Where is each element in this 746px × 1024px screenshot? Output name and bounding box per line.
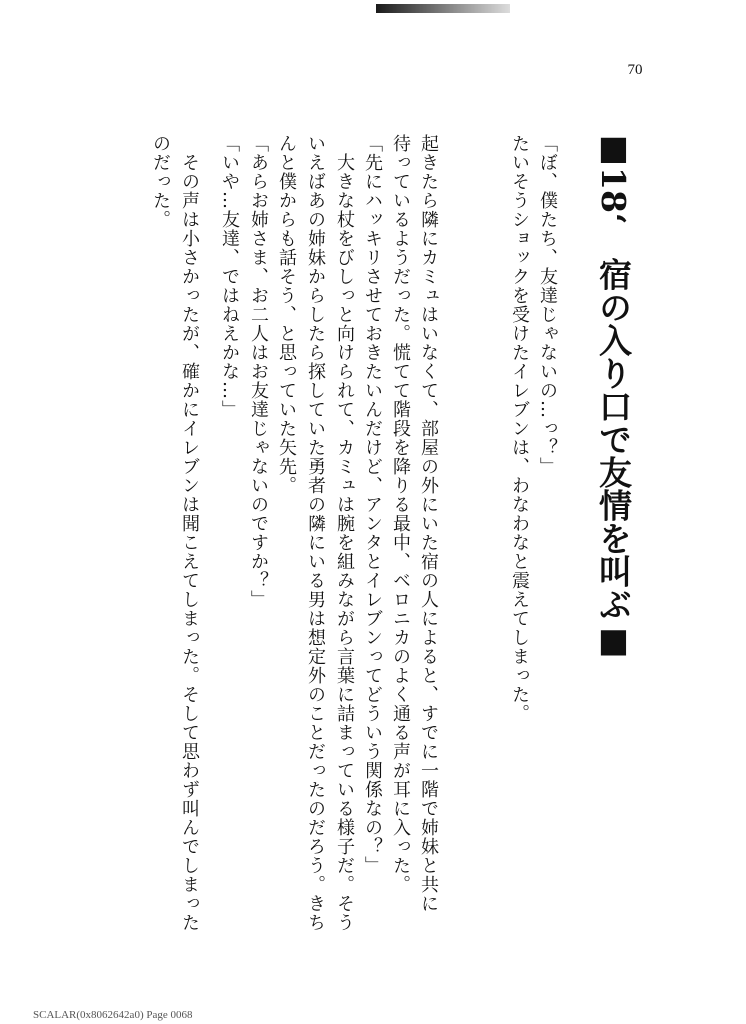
text-line: のだった。 <box>150 134 171 229</box>
text-line: いえばあの姉妹からしたら探していた勇者の隣にいる男は想定外のことだったのだろう。きち <box>305 134 326 932</box>
text-line: 「あらお姉さま、お二人はお友達じゃないのですか？」 <box>248 134 269 609</box>
text-line: んと僕からも話そう、と思っていた矢先。 <box>276 134 297 495</box>
text-line: 「いや…友達、ではねえかな…」 <box>219 134 240 419</box>
page-number: 70 <box>627 62 643 78</box>
page-footer: SCALAR(0x8062642a0) Page 0068 <box>33 1009 193 1021</box>
scan-gradient-bar <box>376 4 510 13</box>
text-line: 待っているようだった。慌てて階段を降りる最中、ベロニカのよく通る声が耳に入った。 <box>390 134 411 894</box>
text-line: たいそうショックを受けたイレブンは、わなわなと震えてしまった。 <box>509 134 530 723</box>
chapter-heading: ■18‘ 宿の入り口で友情を叫ぶ■ <box>594 128 633 660</box>
text-line: 大きな杖をびしっと向けられて、カミュは腕を組みながら言葉に詰まっている様子だ。そう <box>334 134 355 932</box>
text-line: 起きたら隣にカミュはいなくて、部屋の外にいた宿の人によると、すでに一階で姉妹と共に <box>418 134 439 913</box>
text-line: 「ぼ、僕たち、友達じゃないの…っ？」 <box>537 134 558 476</box>
text-line: その声は小さかったが、確かにイレブンは聞こえてしまった。そして思わず叫んでしまった <box>179 134 200 932</box>
text-line: 「先にハッキリさせておきたいんだけど、アンタとイレブンってどういう関係なの？」 <box>362 134 383 875</box>
